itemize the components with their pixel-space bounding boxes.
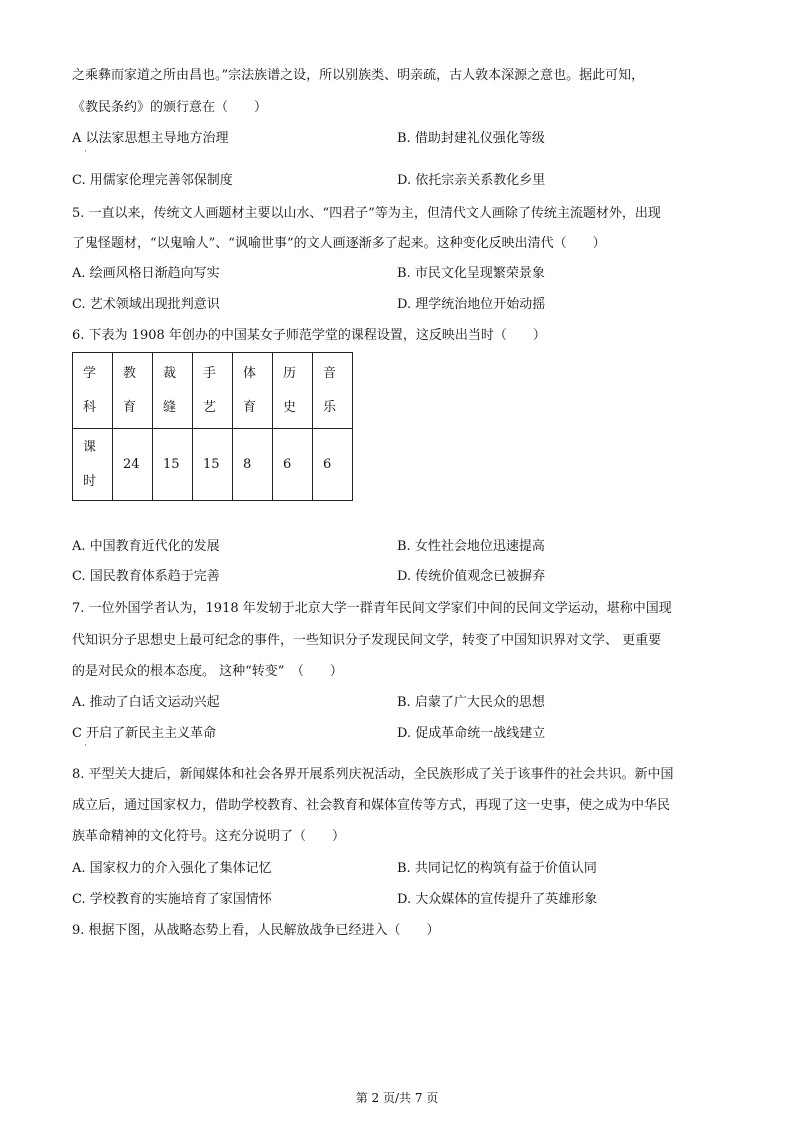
table-hours-label-char: 时	[83, 473, 97, 489]
table-subject-char: 裁	[163, 365, 177, 381]
q8-stem-line-1: 8. 平型关大捷后，新闻媒体和社会各界开展系列庆祝活动，全民族形成了关于该事件的社会共识。新中国	[72, 767, 674, 782]
q4-stem-line-1: 之乘彝而家道之所由昌也。”宗法族谱之设，所以别族类、明亲疏，古人敦本深源之意也。据此可知，	[72, 68, 645, 83]
table-subject-cell	[113, 353, 153, 429]
table-hours-cell: 15	[193, 429, 233, 501]
table-header-label-cell	[73, 353, 113, 429]
table-hours-cell: 6	[273, 429, 313, 501]
table-subject-char: 育	[123, 399, 137, 415]
q7-stem-line-3: 的是对民众的根本态度。 这种“转变” （ ）	[72, 664, 343, 679]
course-table	[72, 352, 353, 501]
q5-option-d[interactable]: D. 理学统治地位开始动摇	[397, 297, 546, 312]
table-hours-cell: 15	[153, 429, 193, 501]
q7-option-b[interactable]: B. 启蒙了广大民众的思想	[397, 695, 545, 710]
q6-option-b[interactable]: B. 女性社会地位迅速提高	[397, 539, 545, 554]
q4-option-a[interactable]: A 以法家思想主导地方治理	[72, 131, 229, 146]
q8-option-b[interactable]: B. 共同记忆的构筑有益于价值认同	[397, 861, 597, 876]
q7-option-a[interactable]: A. 推动了白话文运动兴起	[72, 695, 220, 710]
q5-stem-line-1: 5. 一直以来，传统文人画题材主要以山水、“四君子”等为主，但清代文人画除了传统主流题材外，出现	[72, 206, 661, 221]
q7-option-c[interactable]: C 开启了新民主主义革命	[72, 726, 217, 741]
table-subject-char: 历	[283, 365, 297, 381]
q4-option-b[interactable]: B. 借助封建礼仪强化等级	[397, 131, 545, 146]
table-subject-char: 教	[123, 365, 137, 381]
table-subject-char: 育	[243, 399, 257, 415]
q5-option-b[interactable]: B. 市民文化呈现繁荣景象	[397, 266, 545, 281]
q7-stem-line-2: 代知识分子思想史上最可纪念的事件，一些知识分子发现民间文学，转变了中国知识界对文学、 更重要	[72, 633, 662, 648]
q5-option-a[interactable]: A. 绘画风格日渐趋向写实	[72, 266, 220, 281]
table-subject-char: 缝	[163, 399, 177, 415]
q6-option-c[interactable]: C. 国民教育体系趋于完善	[72, 569, 220, 584]
q4-option-d[interactable]: D. 依托宗亲关系教化乡里	[397, 173, 546, 188]
table-subject-cell	[193, 353, 233, 429]
table-subject-cell	[233, 353, 273, 429]
q4-option-c[interactable]: C. 用儒家伦理完善邻保制度	[72, 173, 233, 188]
table-hours-label-cell	[73, 429, 113, 501]
page-footer: 第 2 页/共 7 页	[355, 1091, 439, 1105]
table-subject-char: 艺	[203, 399, 217, 415]
q5-stem-line-2: 了鬼怪题材，“以鬼喻人”、“讽喻世事”的文人画逐渐多了起来。这种变化反映出清代（ ）	[72, 236, 606, 251]
q7-option-d[interactable]: D. 促成革命统一战线建立	[397, 726, 546, 741]
q4-stem-line-2: 《教民条约》的颁行意在（ ）	[72, 100, 268, 115]
q9-stem-line-1: 9. 根据下图，从战略态势上看，人民解放战争已经进入（ ）	[72, 923, 440, 938]
table-subject-cell	[153, 353, 193, 429]
table-header-char: 科	[83, 399, 97, 415]
table-hours-cell: 24	[113, 429, 153, 501]
q8-option-d[interactable]: D. 大众媒体的宣传提升了英雄形象	[397, 892, 598, 907]
table-subject-char: 音	[323, 365, 337, 381]
q8-option-a[interactable]: A. 国家权力的介入强化了集体记忆	[72, 861, 272, 876]
table-subject-char: 史	[283, 399, 297, 415]
course-table-subject-row	[73, 353, 353, 429]
table-hours-cell: 8	[233, 429, 273, 501]
q6-option-a[interactable]: A. 中国教育近代化的发展	[72, 539, 220, 554]
table-header-char: 学	[83, 365, 97, 381]
table-hours-cell: 6	[313, 429, 353, 501]
q6-stem-line-1: 6. 下表为 1908 年创办的中国某女子师范学堂的课程设置，这反映出当时（ ）	[72, 328, 546, 343]
table-subject-char: 体	[243, 365, 257, 381]
q4-option-a-dot-mark: ·	[84, 147, 87, 157]
q6-option-d[interactable]: D. 传统价值观念已被摒弃	[397, 569, 546, 584]
course-table-hours-row	[73, 429, 353, 501]
q8-stem-line-2: 成立后，通过国家权力，借助学校教育、社会教育和媒体宣传等方式，再现了这一史事，使之成为中华民	[72, 798, 671, 813]
table-hours-label-char: 课	[83, 439, 97, 455]
q8-option-c[interactable]: C. 学校教育的实施培育了家国情怀	[72, 892, 272, 907]
table-subject-char: 乐	[323, 399, 337, 415]
table-subject-cell	[273, 353, 313, 429]
q5-option-c[interactable]: C. 艺术领域出现批判意识	[72, 297, 220, 312]
q7-option-c-dot-mark: ·	[84, 741, 87, 751]
table-subject-char: 手	[203, 365, 217, 381]
table-subject-cell	[313, 353, 353, 429]
q8-stem-line-3: 族革命精神的文化符号。这充分说明了（ ）	[72, 829, 346, 844]
q7-stem-line-1: 7. 一位外国学者认为，1918 年发轫于北京大学一群青年民间文学家们中间的民间文学运动，堪称中国现	[72, 601, 672, 616]
